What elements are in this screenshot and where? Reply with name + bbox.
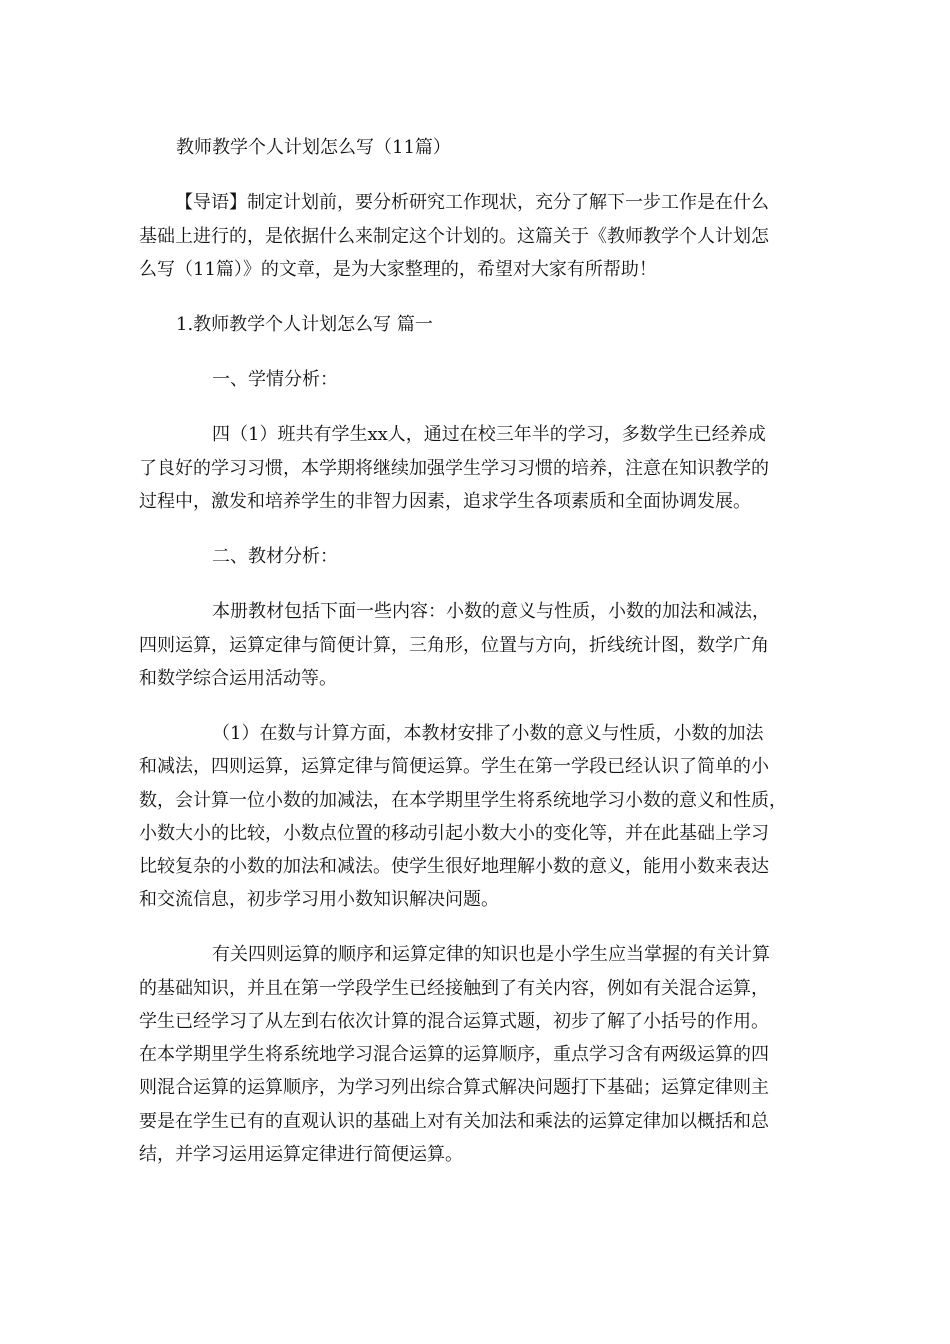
paragraph-line: 的基础知识，并且在第一学段学生已经接触到了有关内容，例如有关混合运算，: [139, 978, 769, 999]
paragraph-line: 在本学期里学生将系统地学习混合运算的运算顺序，重点学习含有两级运算的四: [139, 1044, 769, 1065]
paragraph-line: （1）在数与计算方面，本教材安排了小数的意义与性质，小数的加法: [212, 723, 764, 744]
paragraph-line: 则混合运算的运算顺序，为学习列出综合算式解决问题打下基础；运算定律则主: [139, 1077, 769, 1098]
paragraph-line: 比较复杂的小数的加法和减法。使学生很好地理解小数的意义，能用小数来表达: [139, 856, 769, 877]
paragraph-line: 结，并学习运用运算定律进行简便运算。: [139, 1144, 463, 1165]
paragraph-line: 和减法，四则运算，运算定律与简便运算。学生在第一学段已经认识了简单的小: [139, 756, 769, 777]
paragraph-line: 有关四则运算的顺序和运算定律的知识也是小学生应当掌握的有关计算: [212, 944, 770, 965]
section-heading: 1.教师教学个人计划怎么写 篇一: [176, 314, 433, 335]
subheading-textbook-analysis: 二、教材分析：: [212, 546, 338, 567]
paragraph-line: 过程中，激发和培养学生的非智力因素，追求学生各项素质和全面协调发展。: [139, 491, 751, 512]
intro-line: 基础上进行的，是依据什么来制定这个计划的。这篇关于《教师教学个人计划怎: [139, 226, 769, 247]
document-title: 教师教学个人计划怎么写（11篇）: [176, 137, 451, 158]
paragraph-line: 四则运算，运算定律与简便计算，三角形，位置与方向，折线统计图，数学广角: [139, 635, 769, 656]
paragraph-line: 学生已经学习了从左到右依次计算的混合运算式题，初步了解了小括号的作用。: [139, 1011, 769, 1032]
paragraph-line: 本册教材包括下面一些内容：小数的意义与性质，小数的加法和减法，: [212, 601, 770, 622]
paragraph-line: 四（1）班共有学生xx人，通过在校三年半的学习，多数学生已经养成: [212, 424, 766, 445]
paragraph-line: 了良好的学习习惯，本学期将继续加强学生学习习惯的培养，注意在知识教学的: [139, 458, 769, 479]
intro-line: 【导语】制定计划前，要分析研究工作现状，充分了解下一步工作是在什么: [175, 192, 769, 213]
paragraph-line: 和数学综合运用活动等。: [139, 668, 337, 689]
paragraph-line: 数，会计算一位小数的加减法，在本学期里学生将系统地学习小数的意义和性质，: [139, 790, 787, 811]
paragraph-line: 和交流信息，初步学习用小数知识解决问题。: [139, 889, 499, 910]
intro-line: 么写（11篇）》的文章，是为大家整理的，希望对大家有所帮助！: [139, 259, 657, 280]
paragraph-line: 要是在学生已有的直观认识的基础上对有关加法和乘法的运算定律加以概括和总: [139, 1111, 769, 1132]
paragraph-line: 小数大小的比较，小数点位置的移动引起小数大小的变化等，并在此基础上学习: [139, 823, 769, 844]
subheading-student-analysis: 一、学情分析：: [212, 369, 338, 390]
